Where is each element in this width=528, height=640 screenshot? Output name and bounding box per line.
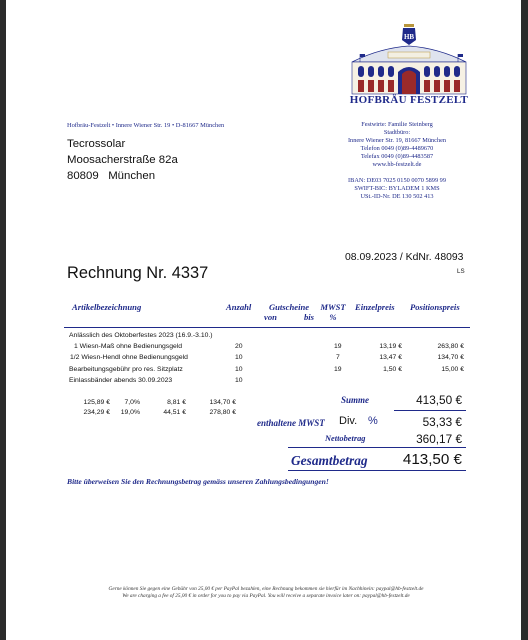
- svg-text:HB: HB: [403, 33, 415, 41]
- footer-line-en: We are charging a fee of 25,00 € in order for you to pay via PayPal. You will receive a separate invoice later on: paypal@hb-festzelt.de: [122, 593, 410, 599]
- company-info-block: [322, 121, 472, 201]
- recipient-street: Moosacherstraße 82a: [67, 154, 178, 166]
- invoice-title: Rechnung Nr. 4337: [67, 264, 209, 282]
- recipient-zip: 80809: [67, 170, 99, 182]
- summe-label: Summe: [341, 395, 370, 405]
- header-voucher-title: Gutscheine: [268, 302, 310, 312]
- row-desc: Einlassbänder abends 30.09.2023: [69, 377, 173, 384]
- header-mwst-pct: %: [329, 312, 337, 322]
- gesamt-rule-top: [288, 447, 466, 448]
- row-unit: 13,47 €: [379, 354, 402, 361]
- info-line: Festwirte: Familie Steinberg: [361, 121, 433, 128]
- row-desc: Bearbeitungsgebühr pro res. Sitzplatz: [69, 366, 183, 373]
- info-line: Telefax 0049 (0)89-4483587: [360, 152, 434, 160]
- paypal-footer: [46, 586, 486, 600]
- ls-mark: LS: [457, 268, 465, 275]
- row-mwst: 19: [334, 366, 342, 373]
- table-header-rule: [64, 327, 470, 328]
- div-label: Div.: [339, 415, 358, 427]
- tax-amount: 8,81 €: [167, 399, 186, 406]
- sender-address-line: Hofbräu-Festzelt • Innere Wiener Str. 19 • D-81667 München: [67, 122, 225, 129]
- row-mwst: 7: [336, 354, 340, 361]
- header-unit-price: Einzelpreis: [355, 302, 395, 312]
- tax-net: 234,29 €: [83, 409, 110, 416]
- header-mwst-title: MWST: [320, 302, 346, 312]
- row-unit: 13,19 €: [379, 343, 402, 350]
- row-qty: 10: [235, 366, 243, 373]
- row-pos: 134,70 €: [437, 354, 464, 361]
- netto-label: Nettobetrag: [325, 434, 366, 443]
- row-mwst: 19: [334, 343, 342, 350]
- header-voucher-von: von: [264, 312, 277, 322]
- netto-value: 360,17 €: [416, 432, 462, 446]
- row-unit: 1,50 €: [383, 366, 402, 373]
- summe-rule: [394, 410, 466, 411]
- mwst-included-label: enthaltene MWST: [257, 418, 325, 428]
- invoice-page: [6, 0, 521, 640]
- bank-line: IBAN: DE03 7025 0150 0070 5899 99: [348, 177, 446, 185]
- recipient-name: Tecrossolar: [67, 138, 126, 150]
- logo-wordmark: HOFBRÄU FESTZELT: [349, 94, 469, 106]
- info-line: Innere Wiener Str. 19, 81667 München: [347, 136, 447, 144]
- gesamt-label: Gesamtbetrag: [291, 453, 368, 468]
- bank-line: SWIFT-BIC: BYLADEM 1 KMS: [354, 185, 440, 193]
- row-desc: 1 Wiesn-Maß ohne Bedienungsgeld: [74, 343, 183, 350]
- bank-line: USt.-ID-Nr. DE 130 502 413: [360, 193, 434, 201]
- summe-value: 413,50 €: [416, 393, 462, 407]
- recipient-city-line: [67, 168, 178, 184]
- tax-gross: 278,80 €: [209, 409, 236, 416]
- row-qty: 10: [235, 377, 243, 384]
- info-line: Telefon 0049 (0)89-4489670: [360, 144, 434, 152]
- recipient-address: [67, 136, 178, 184]
- row-pos: 263,80 €: [437, 343, 464, 350]
- tax-gross: 134,70 €: [209, 399, 236, 406]
- header-vouchers: [264, 302, 314, 322]
- payment-note: Bitte überweisen Sie den Rechnungsbetrag gemäss unseren Zahlungsbedingungen!: [67, 477, 329, 486]
- header-mwst: [319, 302, 347, 322]
- row-desc: 1/2 Wiesn-Hendl ohne Bedienungsgeld: [70, 354, 188, 361]
- header-article: Artikelbezeichnung: [72, 302, 142, 312]
- tax-rate: 7,0%: [124, 399, 140, 406]
- website-link: www.hb-festzelt.de: [372, 160, 422, 168]
- row-qty: 20: [235, 343, 243, 350]
- header-position-price: Positionspreis: [410, 302, 460, 312]
- div-percent: %: [368, 415, 378, 427]
- gesamt-rule-bottom: [288, 470, 466, 471]
- header-voucher-bis: bis: [303, 312, 314, 322]
- info-line: Stadtbüro:: [383, 128, 411, 136]
- row-qty: 10: [235, 354, 243, 361]
- table-intro: Anlässlich des Oktoberfestes 2023 (16.9.-3.10.): [69, 332, 213, 339]
- recipient-city: München: [108, 170, 156, 182]
- gesamt-value: 413,50 €: [402, 451, 462, 468]
- invoice-date-customer-number: 08.09.2023 / KdNr. 48093: [345, 252, 464, 263]
- footer-line-de: Gerne können Sie gegen eine Gebühr von 25,00 € per PayPal bezahlen, eine Rechnung bekommen sie hierfür im Nachhinein: paypal@hb-festzelt.de: [108, 586, 424, 592]
- row-pos: 15,00 €: [441, 366, 464, 373]
- tax-net: 125,89 €: [83, 399, 110, 406]
- tax-rate: 19,0%: [120, 409, 140, 416]
- tax-amount: 44,51 €: [163, 409, 186, 416]
- mwst-value: 53,33 €: [422, 415, 462, 429]
- header-qty: Anzahl: [226, 302, 252, 312]
